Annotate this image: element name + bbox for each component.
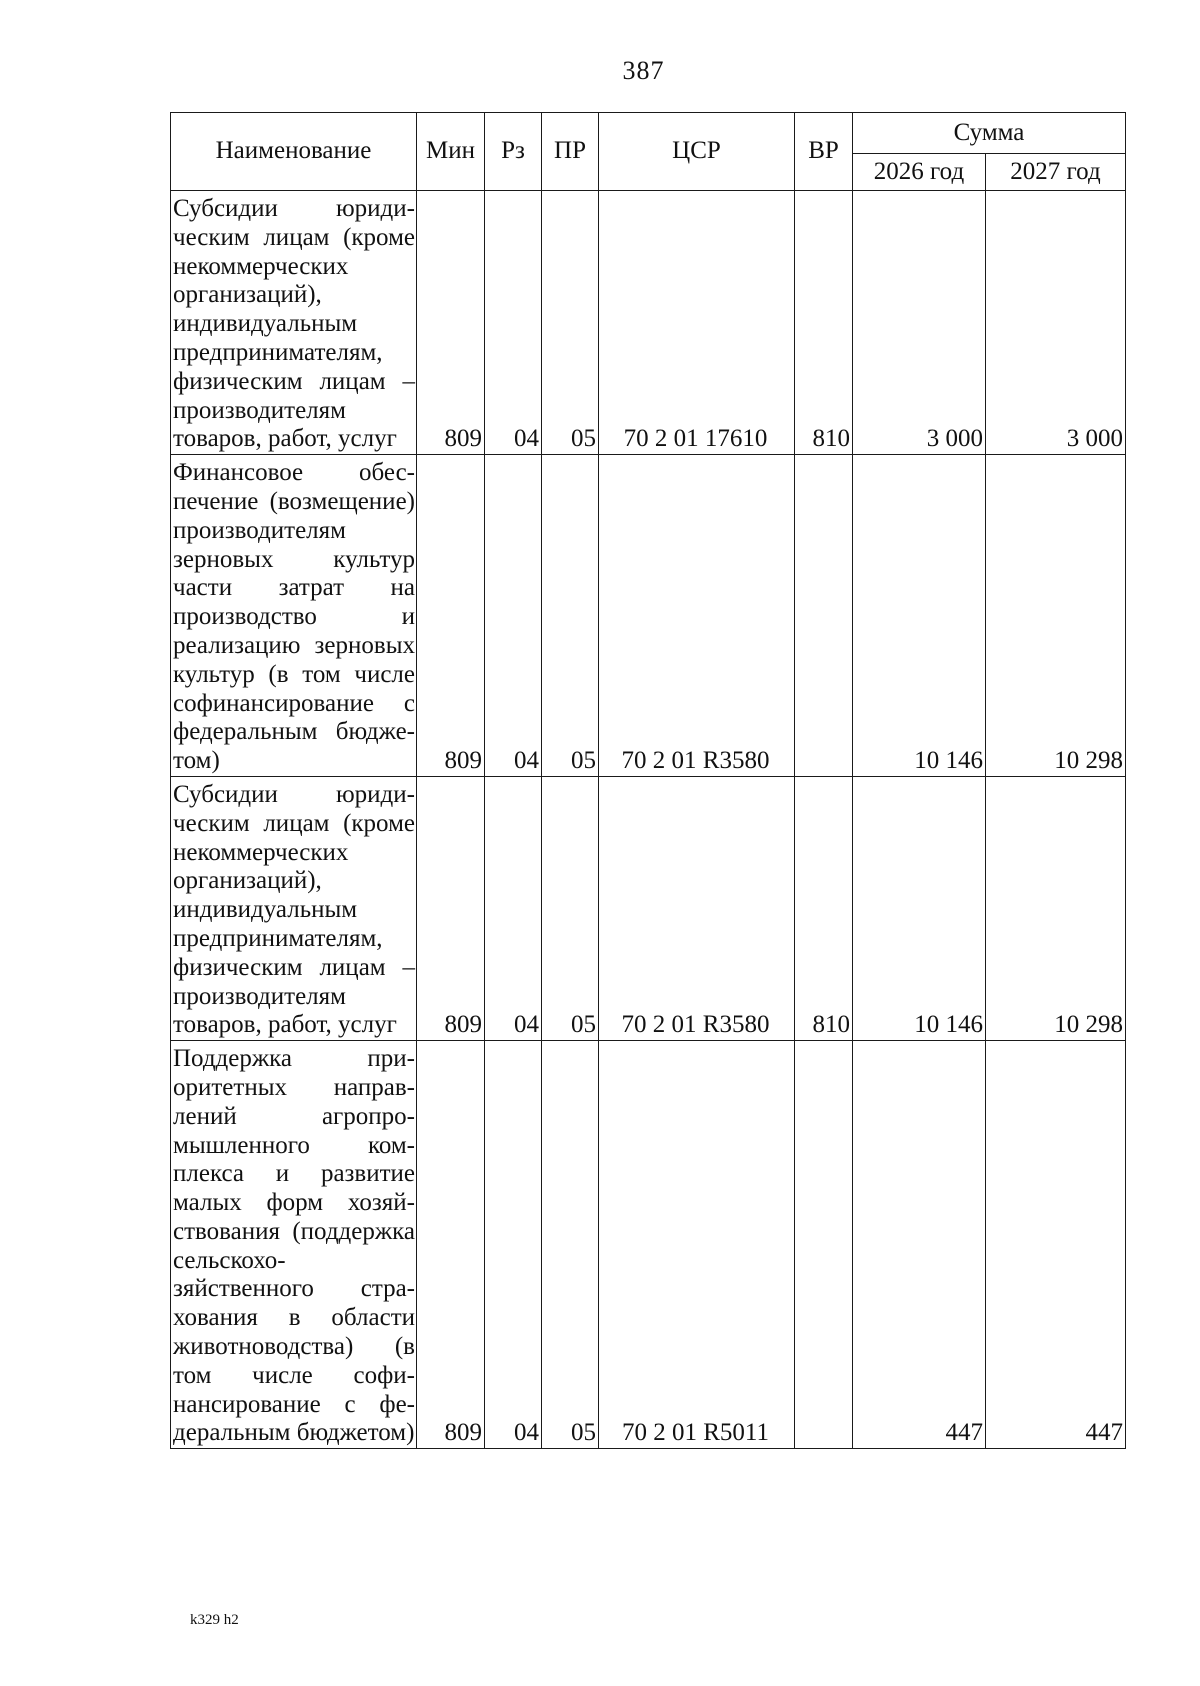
header-min: Мин (417, 113, 485, 191)
row-rz: 04 (485, 776, 542, 1040)
table-row (171, 776, 1126, 1040)
row-vr (795, 1041, 853, 1449)
header-pr: ПР (542, 113, 599, 191)
row-rz: 04 (485, 191, 542, 455)
row-min: 809 (417, 776, 485, 1040)
row-sum-2026: 3 000 (853, 191, 986, 455)
row-csr: 70 2 01 17610 (599, 191, 795, 455)
row-csr: 70 2 01 R3580 (599, 776, 795, 1040)
row-sum-2027: 10 298 (986, 455, 1126, 777)
page-number: 387 (622, 56, 665, 85)
footer-document-code: k329 h2 (190, 1612, 239, 1628)
row-min: 809 (417, 1041, 485, 1449)
row-sum-2027: 447 (986, 1041, 1126, 1449)
row-vr: 810 (795, 191, 853, 455)
header-csr: ЦСР (599, 113, 795, 191)
row-name: Финансовое обеспечение (возмещение) производителям зерновых культур части затрат на производство и реализацию зерновых культур (в том числе софинансирование с федеральным бюджетом) (171, 455, 417, 777)
row-rz: 04 (485, 1041, 542, 1449)
row-sum-2026: 10 146 (853, 455, 986, 777)
header-sum: Сумма (853, 113, 1126, 154)
row-sum-2026: 10 146 (853, 776, 986, 1040)
row-name: Поддержка приоритетных направлений агропромышленного комплекса и развитие малых форм хозяйствования (поддержка сельскохозяйственного страхования в области животноводства) (в том числе софинансирование с федеральным бюджетом) (171, 1041, 417, 1449)
row-vr (795, 455, 853, 777)
row-sum-2027: 3 000 (986, 191, 1126, 455)
row-pr: 05 (542, 776, 599, 1040)
header-name: Наименование (171, 113, 417, 191)
table-header-row (171, 113, 1126, 154)
header-rz: Рз (485, 113, 542, 191)
row-min: 809 (417, 455, 485, 777)
row-sum-2027: 10 298 (986, 776, 1126, 1040)
row-pr: 05 (542, 191, 599, 455)
row-name: Субсидии юридическим лицам (кроме некоммерческих организаций), индивидуальным предпринимателям, физическим лицам – производителям товаров, работ, услуг (171, 776, 417, 1040)
row-min: 809 (417, 191, 485, 455)
table-row (171, 191, 1126, 455)
header-year-2027: 2027 год (986, 154, 1126, 191)
row-csr: 70 2 01 R3580 (599, 455, 795, 777)
row-rz: 04 (485, 455, 542, 777)
row-vr: 810 (795, 776, 853, 1040)
table-row (171, 1041, 1126, 1449)
header-year-2026: 2026 год (853, 154, 986, 191)
row-pr: 05 (542, 455, 599, 777)
row-sum-2026: 447 (853, 1041, 986, 1449)
row-name: Субсидии юридическим лицам (кроме некоммерческих организаций), индивидуальным предпринимателям, физическим лицам – производителям товаров, работ, услуг (171, 191, 417, 455)
budget-table (170, 112, 1126, 1449)
header-vr: ВР (795, 113, 853, 191)
table-row (171, 455, 1126, 777)
row-csr: 70 2 01 R5011 (599, 1041, 795, 1449)
row-pr: 05 (542, 1041, 599, 1449)
